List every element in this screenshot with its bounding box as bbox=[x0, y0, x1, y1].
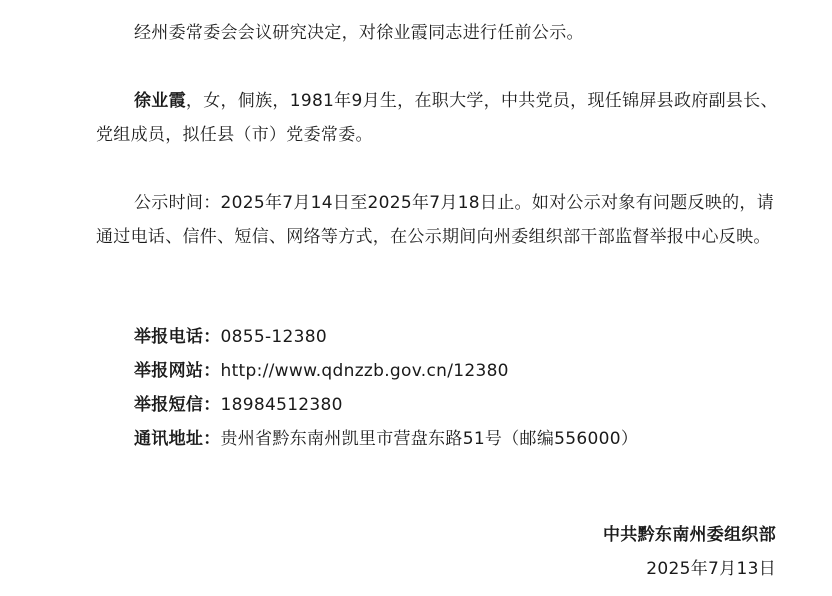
report-phone-label: 举报电话： bbox=[134, 327, 221, 347]
signature-date: 2025年7月13日 bbox=[646, 559, 776, 579]
report-sms-value: 18984512380 bbox=[220, 395, 343, 415]
candidate-details: ，女，侗族，1981年9月生，在职大学，中共党员，现任锦屏县政府副县长、党组成员，拟任县（市）党委常委。 bbox=[96, 91, 778, 145]
notice-paragraph: 公示时间：2025年7月14日至2025年7月18日止。如对公示对象有问题反映的，请通过电话、信件、短信、网络等方式，在公示期间向州委组织部干部监督举报中心反映。 bbox=[96, 193, 775, 247]
intro-paragraph: 经州委常委会会议研究决定，对徐业霞同志进行任前公示。 bbox=[134, 23, 584, 43]
report-phone-value: 0855-12380 bbox=[220, 327, 327, 347]
report-address-line bbox=[134, 422, 638, 456]
candidate-paragraph bbox=[96, 84, 786, 152]
report-address-value: 贵州省黔东南州凯里市营盘东路51号（邮编556000） bbox=[220, 429, 639, 449]
report-phone-line bbox=[134, 320, 327, 354]
report-website-label: 举报网站： bbox=[134, 361, 221, 381]
candidate-name: 徐业霞 bbox=[134, 91, 186, 111]
signature-organization: 中共黔东南州委组织部 bbox=[603, 525, 776, 545]
report-sms-line bbox=[134, 388, 343, 422]
report-website-line bbox=[134, 354, 509, 388]
report-sms-label: 举报短信： bbox=[134, 395, 221, 415]
report-address-label: 通讯地址： bbox=[134, 429, 221, 449]
report-website-link[interactable]: http://www.qdnzzb.gov.cn/12380 bbox=[220, 361, 509, 381]
